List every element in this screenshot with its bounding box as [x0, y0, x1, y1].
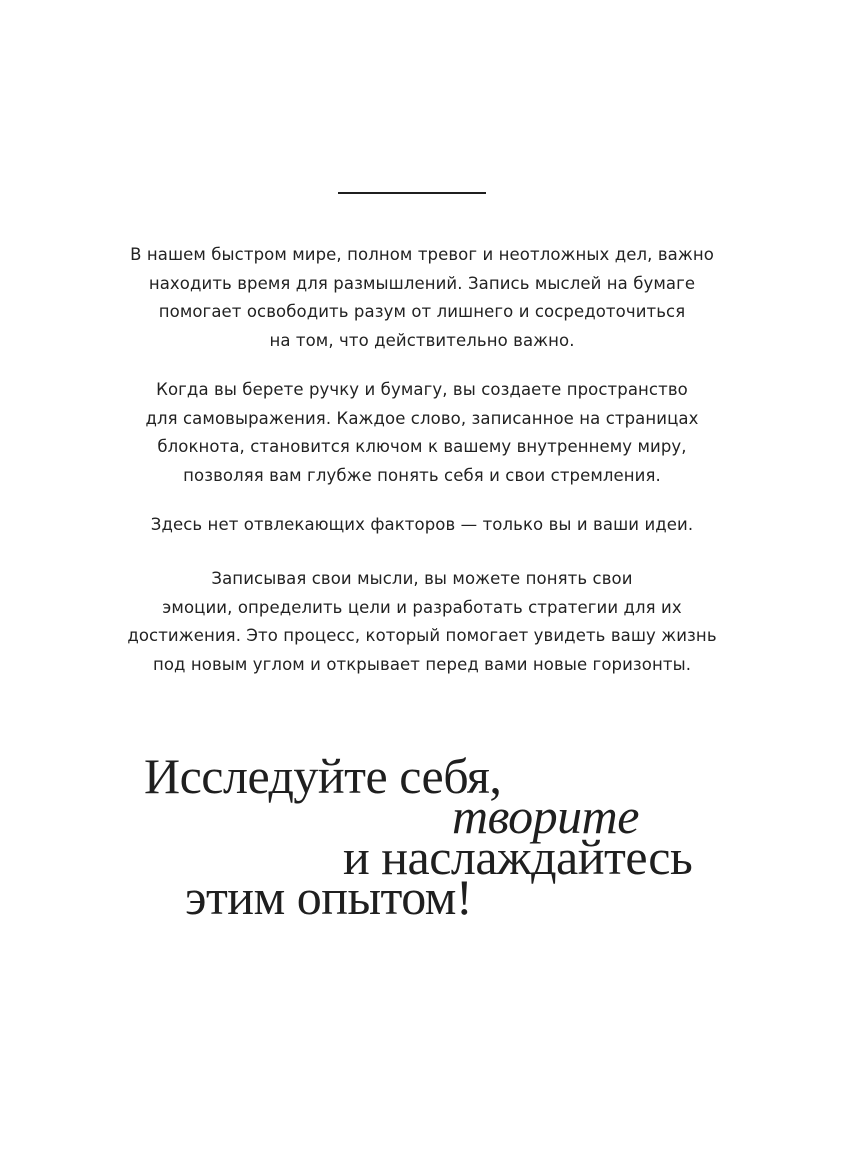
paragraph-line: позволяя вам глубже понять себя и свои стремления. [183, 465, 661, 485]
top-divider [338, 192, 486, 194]
paragraph-writing-thoughts [60, 565, 784, 679]
paragraph-line: В нашем быстром мире, полном тревог и неотложных дел, важно [130, 245, 714, 264]
paragraph-line: помогает освободить разум от лишнего и сосредоточиться [158, 302, 686, 322]
paragraph-line: Здесь нет отвлекающих факторов — только вы и ваши идеи. [150, 515, 694, 534]
paragraph-line: эмоции, определить цели и разработать стратегии для их [162, 597, 682, 617]
paragraph-line: блокнота, становится ключом к вашему внутреннему миру, [157, 437, 687, 457]
paragraph-line: на том, что действительно важно. [269, 330, 575, 350]
slogan-line-1: Исследуйте себя, [144, 748, 502, 804]
paragraph-line: под новым углом и открывает перед вами новые горизонты. [152, 654, 692, 674]
paragraph-no-distractions [60, 511, 784, 540]
slogan-line-3: и наслаждайтесь [343, 829, 693, 885]
paragraph-line: Когда вы берете ручку и бумагу, вы создаете пространство [156, 380, 688, 399]
paragraph-pen-and-paper [60, 376, 784, 490]
paragraph-line: находить время для размышлений. Запись мыслей на бумаге [148, 273, 696, 293]
slogan-line-4: этим опытом! [185, 869, 473, 925]
paragraph-intro [60, 241, 784, 355]
paragraph-line: достижения. Это процесс, который помогает увидеть вашу жизнь [127, 626, 717, 646]
slogan-line-2: творите [452, 788, 639, 844]
paragraph-line: для самовыражения. Каждое слово, записанное на страницах [145, 408, 699, 428]
paragraph-line: Записывая свои мысли, вы можете понять свои [211, 569, 633, 588]
